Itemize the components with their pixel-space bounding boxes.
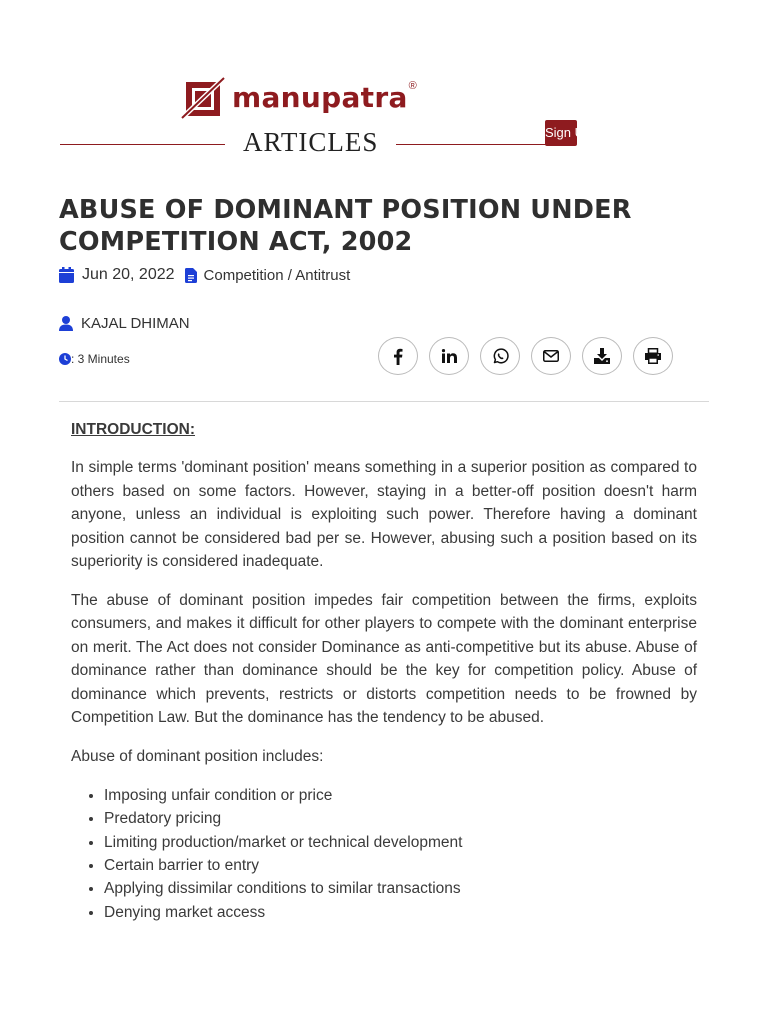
read-time	[59, 352, 130, 366]
site-header	[0, 0, 768, 170]
whatsapp-share-button[interactable]	[480, 337, 520, 375]
print-icon	[645, 348, 661, 364]
download-icon	[594, 348, 610, 364]
paragraph: Abuse of dominant position includes:	[71, 747, 324, 765]
facebook-share-button[interactable]	[378, 337, 418, 375]
section-title: ARTICLES	[243, 127, 379, 157]
article-title: ABUSE OF DOMINANT POSITION UNDER COMPETITION ACT, 2002	[59, 195, 632, 257]
content-divider	[59, 401, 709, 402]
header-rule-right	[396, 144, 548, 145]
list-item: • Predatory pricing	[104, 807, 697, 830]
share-bar	[378, 337, 684, 375]
email-icon	[543, 350, 559, 362]
header-rule-left	[60, 144, 225, 145]
email-share-button[interactable]	[531, 337, 571, 375]
read-time-text: : 3 Minutes	[71, 352, 130, 366]
linkedin-icon	[442, 349, 457, 363]
signup-label: Sign Up	[545, 125, 592, 140]
user-icon	[59, 316, 73, 331]
list-item: • Limiting production/market or technical development	[104, 831, 697, 854]
paragraph: The abuse of dominant position impedes fair competition between the firms, exploits consumers, and makes it difficult for other players to compete with the dominant enterprise on merit. The Act does not consider Dominance as anti-competitive but its abuse. Abuse of dominance rather than dominance should be the key for competition policy. Abuse of dominance which prevents, restricts or distorts competition needs to be frowned by Competition Law. But the dominance has the tendency to be abused.	[71, 591, 697, 726]
whatsapp-icon	[492, 348, 509, 365]
author-name[interactable]: KAJAL DHIMAN	[81, 315, 190, 332]
calendar-icon	[59, 267, 74, 283]
registered-mark: ®	[408, 80, 417, 92]
section-heading: INTRODUCTION:	[71, 421, 195, 438]
document-icon	[185, 268, 197, 283]
author-row	[59, 315, 190, 332]
list-item: • Imposing unfair condition or price	[104, 784, 697, 807]
article-date: Jun 20, 2022	[82, 266, 175, 283]
print-button[interactable]	[633, 337, 673, 375]
manupatra-logo[interactable]	[180, 76, 417, 120]
article-meta	[59, 266, 350, 284]
paragraph: In simple terms 'dominant position' means something in a superior position as compared to others based on some factors. However, staying in a better-off position doesn't harm anyone, unless an individual is exploiting such power. Therefore having a dominant position cannot be considered bad per se. However, abusing such a position based on its superiority is considered inadequate.	[71, 459, 697, 571]
list-item: • Applying dissimilar conditions to similar transactions	[104, 877, 697, 900]
list-item: • Denying market access	[104, 901, 697, 924]
signup-button[interactable]	[545, 120, 592, 146]
download-button[interactable]	[582, 337, 622, 375]
manupatra-logo-mark	[180, 76, 226, 120]
clock-icon	[59, 353, 71, 365]
list-item: • Certain barrier to entry	[104, 854, 697, 877]
article-body	[71, 418, 697, 924]
facebook-icon	[393, 348, 403, 365]
brand-name: manupatra	[232, 81, 408, 114]
article-category-link[interactable]: Competition / Antitrust	[203, 266, 351, 284]
abuse-list	[71, 784, 697, 924]
linkedin-share-button[interactable]	[429, 337, 469, 375]
